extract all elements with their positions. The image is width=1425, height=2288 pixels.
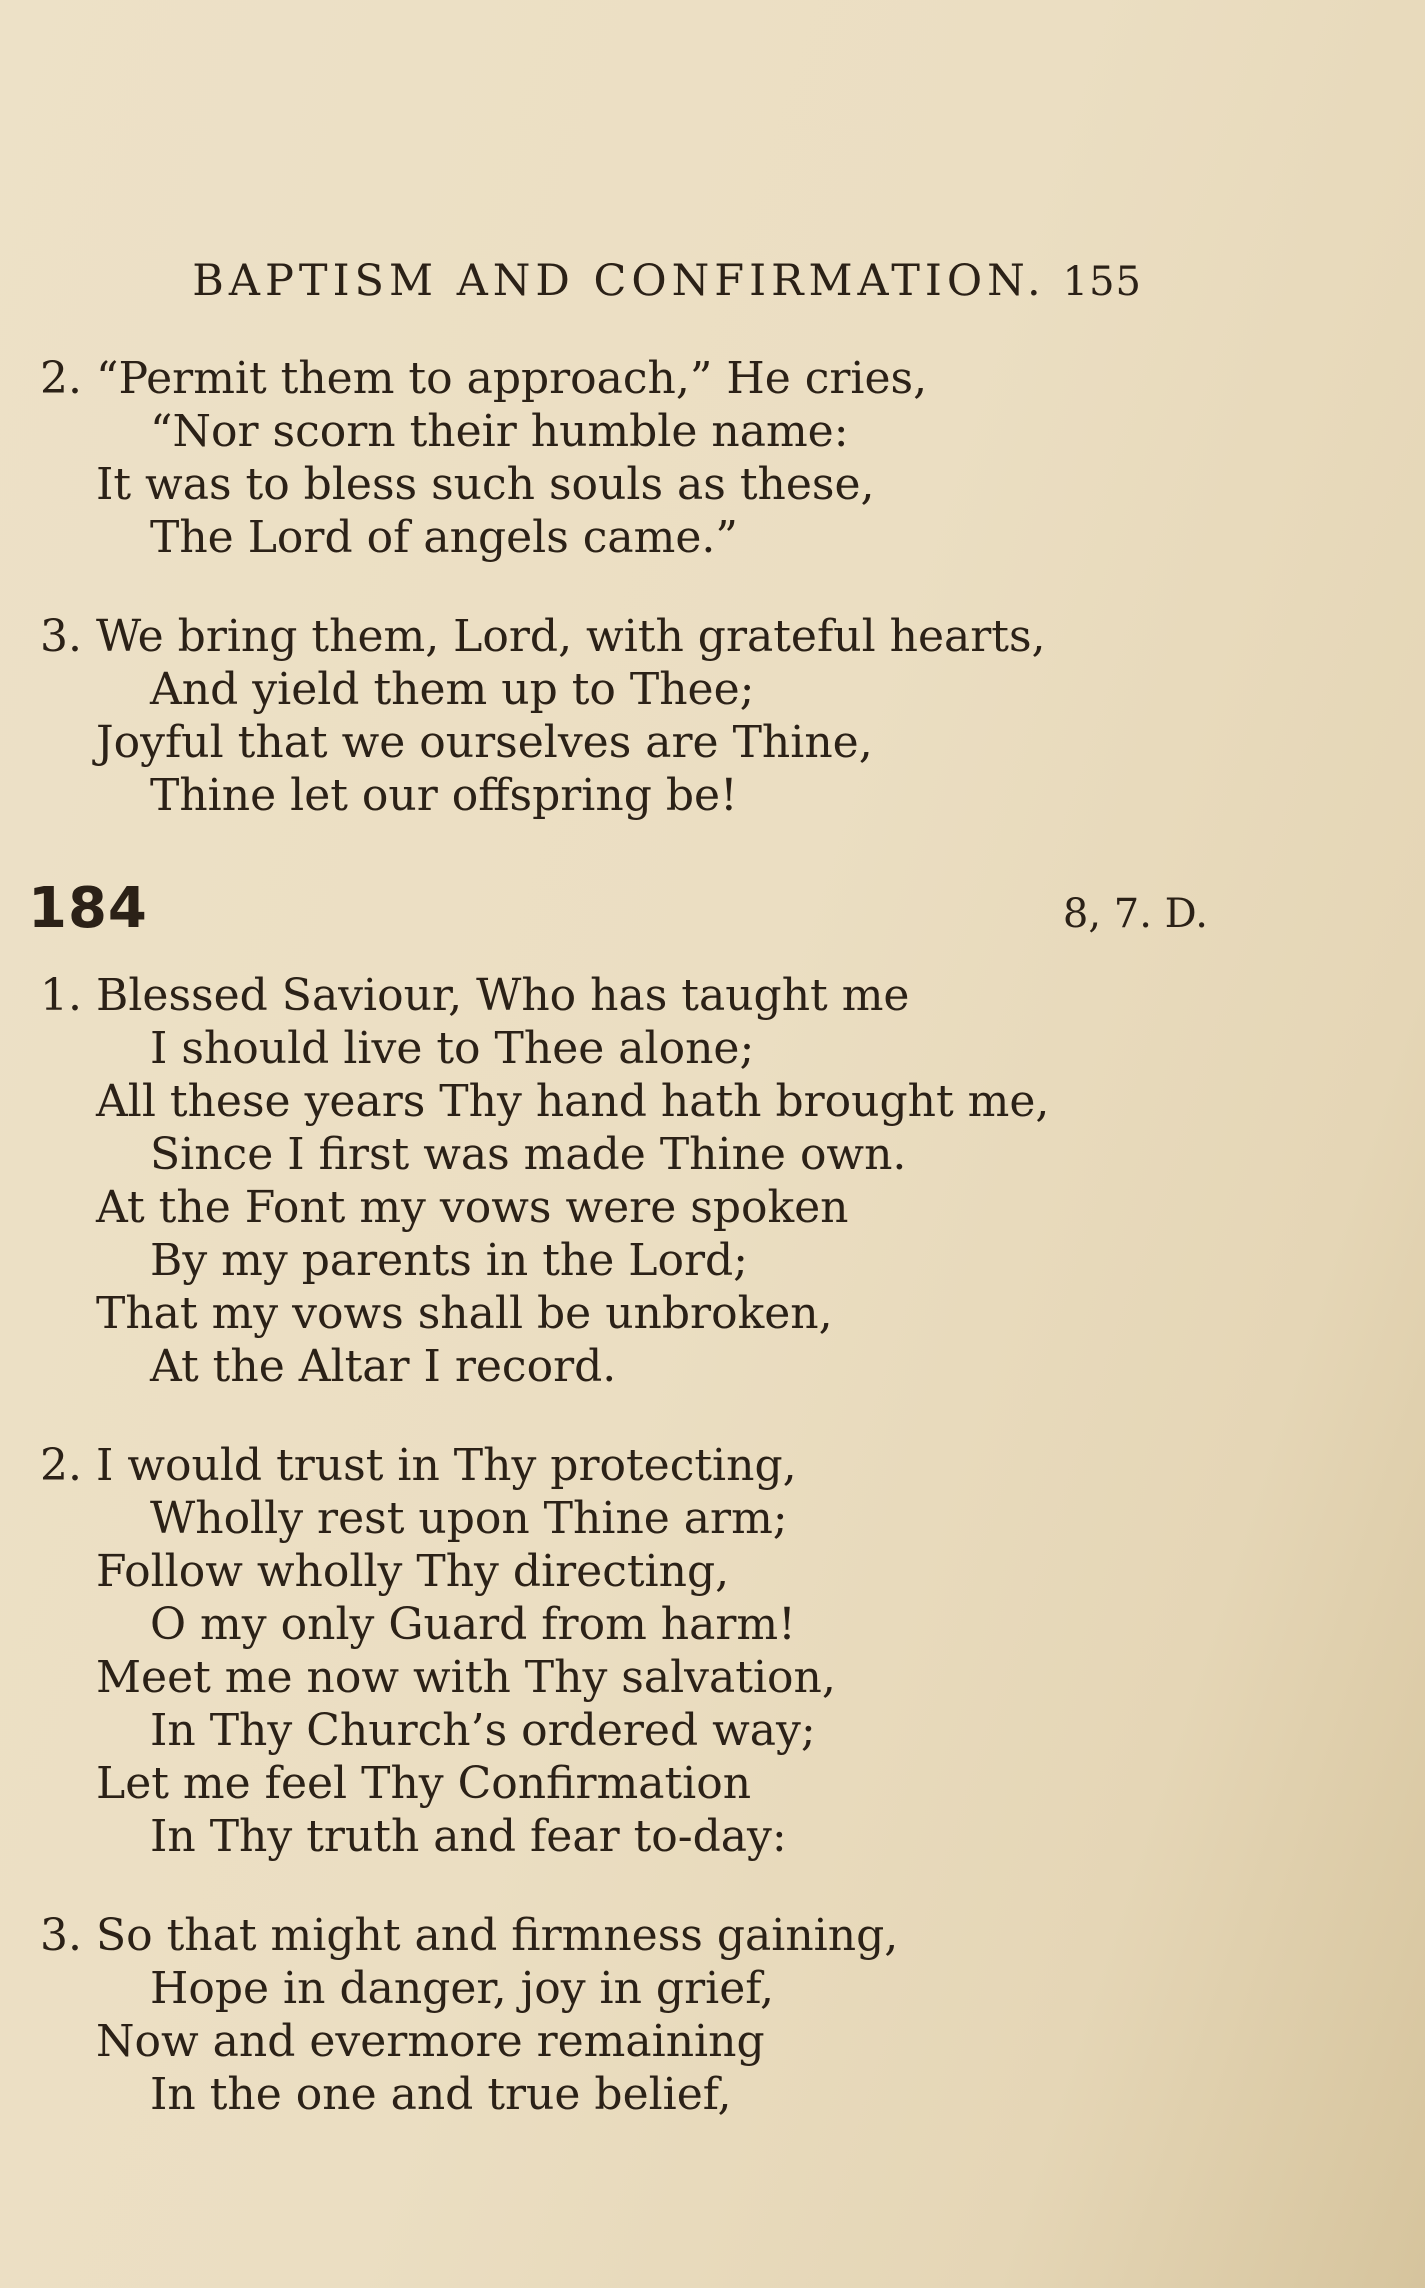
verse-line: So that might and firmness gaining, xyxy=(96,1910,899,1961)
verse-line: Now and evermore remaining xyxy=(96,2016,765,2067)
verse-line: In Thy truth and fear to-day: xyxy=(150,1811,787,1862)
verse-line: And yield them up to Thee; xyxy=(150,664,755,715)
running-title: BAPTISM AND CONFIRMATION. xyxy=(192,256,1046,306)
verse-line: Let me feel Thy Confirmation xyxy=(96,1758,752,1809)
verse-line: Blessed Saviour, Who has taught me xyxy=(96,970,910,1021)
verse-line: By my parents in the Lord; xyxy=(150,1235,748,1286)
page-number: 155 xyxy=(1062,259,1142,305)
stanza-184-3 xyxy=(40,1909,1425,2121)
stanza-number: 2. xyxy=(40,353,82,404)
verse-line: Joyful that we ourselves are Thine, xyxy=(96,717,873,768)
stanza-184-2 xyxy=(40,1439,1425,1863)
verse-line: I should live to Thee alone; xyxy=(150,1023,755,1074)
hymn-heading xyxy=(28,876,1208,941)
verse-line: “Nor scorn their humble name: xyxy=(150,406,849,457)
verse-line: I would trust in Thy protecting, xyxy=(96,1440,797,1491)
verse-line: Meet me now with Thy salvation, xyxy=(96,1652,836,1703)
verse-line: We bring them, Lord, with grateful hearts, xyxy=(96,611,1046,662)
stanza-number: 2. xyxy=(40,1440,82,1491)
stanza-number: 3. xyxy=(40,611,82,662)
verse-line: At the Font my vows were spoken xyxy=(96,1182,849,1233)
hymn-meter: 8, 7. D. xyxy=(1062,891,1208,937)
stanza-prev-3 xyxy=(40,610,1425,822)
verse-line: “Permit them to approach,” He cries, xyxy=(96,353,928,404)
verse-line: In Thy Church’s ordered way; xyxy=(150,1705,816,1756)
verse-line: It was to bless such souls as these, xyxy=(96,459,875,510)
stanza-number: 1. xyxy=(40,970,82,1021)
verse-line: Follow wholly Thy directing, xyxy=(96,1546,730,1597)
verse-line: O my only Guard from harm! xyxy=(150,1599,796,1650)
stanza-number: 3. xyxy=(40,1910,82,1961)
verse-line: Since I first was made Thine own. xyxy=(150,1129,907,1180)
stanza-184-1 xyxy=(40,969,1425,1393)
verse-line: Hope in danger, joy in grief, xyxy=(150,1963,774,2014)
hymn-number: 184 xyxy=(28,876,148,941)
verse-line: In the one and true belief, xyxy=(150,2069,732,2120)
verse-line: All these years Thy hand hath brought me, xyxy=(96,1076,1050,1127)
verse-line: The Lord of angels came.” xyxy=(150,512,738,563)
verse-line: At the Altar I record. xyxy=(150,1341,617,1392)
page-header xyxy=(96,256,1142,306)
verse-line: Wholly rest upon Thine arm; xyxy=(150,1493,788,1544)
verse-line: That my vows shall be unbroken, xyxy=(96,1288,833,1339)
verse-line: Thine let our offspring be! xyxy=(150,770,738,821)
stanza-prev-2 xyxy=(40,352,1425,564)
